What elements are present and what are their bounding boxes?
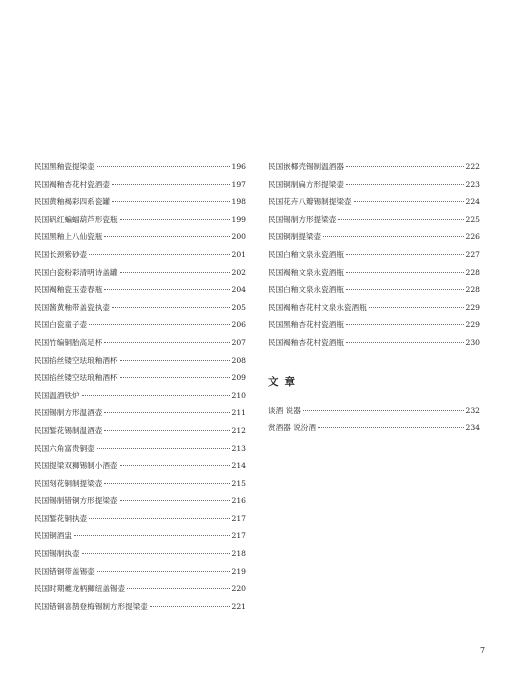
leader-dots	[104, 430, 229, 431]
leader-dots	[346, 289, 464, 290]
leader-dots	[89, 254, 229, 255]
section-heading: 文章	[268, 375, 301, 388]
toc-entry-page: 217	[231, 513, 246, 523]
toc-entry[interactable]	[34, 158, 246, 176]
toc-entry-title: 民国铜酒盅	[34, 531, 72, 541]
toc-entry-title: 民国掐丝镂空珐琅釉酒杯	[34, 355, 118, 365]
leader-dots	[89, 324, 229, 325]
toc-entry-page: 229	[465, 302, 480, 312]
toc-entry[interactable]	[268, 193, 480, 211]
toc-entry-page: 200	[231, 232, 246, 242]
toc-entry-page: 220	[231, 584, 246, 594]
toc-entry-title: 民国黑釉瓷提梁壶	[34, 162, 95, 171]
toc-right-column	[268, 158, 480, 437]
toc-entry-page: 204	[231, 285, 246, 295]
toc-entry-page: 229	[465, 320, 480, 330]
toc-entry[interactable]	[34, 246, 246, 264]
toc-entry[interactable]	[34, 228, 246, 246]
leader-dots	[346, 254, 464, 255]
leader-dots	[346, 324, 464, 325]
toc-entry-page: 210	[231, 390, 246, 400]
leader-dots	[346, 342, 464, 343]
toc-entry-page: 230	[465, 337, 480, 347]
toc-entry-page: 221	[231, 601, 246, 611]
toc-entry-title: 谈酒 说器	[268, 405, 301, 415]
toc-entry-page: 215	[231, 478, 246, 488]
toc-entry-title: 民国时期夔龙柄狮纽盖锡壶	[34, 584, 126, 594]
toc-entry-page: 209	[231, 373, 246, 383]
toc-entry-page: 207	[231, 337, 246, 347]
toc-entry-title: 民国掐丝镂空珐琅釉酒杯	[34, 373, 118, 383]
toc-entry-page: 225	[465, 214, 480, 224]
toc-entry-page: 206	[231, 320, 246, 330]
toc-entry-title: 民国六角富贵铜壶	[34, 443, 95, 453]
toc-entry[interactable]	[34, 527, 246, 545]
toc-entry-page: 205	[231, 302, 246, 312]
toc-entry[interactable]	[268, 228, 480, 246]
toc-entry-page: 212	[231, 425, 246, 435]
toc-entry-title: 民国锡制执壶	[34, 549, 80, 559]
leader-dots	[369, 307, 464, 308]
leader-dots	[97, 448, 230, 449]
toc-entry[interactable]	[34, 580, 246, 598]
toc-entry-page: 201	[231, 249, 246, 259]
leader-dots	[104, 289, 229, 290]
toc-entry-title: 民国褐釉杏花村瓷酒壶	[34, 179, 110, 189]
toc-entry-title: 民国长颈紫砂壶	[34, 249, 88, 259]
toc-entry[interactable]	[34, 510, 246, 528]
toc-entry[interactable]	[268, 402, 480, 420]
leader-dots	[120, 500, 230, 501]
leader-dots	[112, 184, 230, 185]
toc-entry-page: 222	[465, 162, 480, 171]
toc-entry-page: 227	[465, 249, 480, 259]
toc-right-entries	[268, 158, 480, 352]
toc-entry-title: 民国铜制提梁壶	[268, 232, 322, 242]
leader-dots	[318, 427, 464, 428]
toc-entry-page: 198	[231, 197, 246, 207]
toc-entry-page: 234	[465, 423, 480, 433]
toc-entry-title: 民国竹编铜胎高足杯	[34, 337, 103, 347]
toc-entry[interactable]	[268, 158, 480, 176]
toc-entry-title: 民国酱黄釉带盖瓷执壶	[34, 302, 110, 312]
toc-entry[interactable]	[34, 387, 246, 405]
leader-dots	[303, 410, 464, 411]
toc-entry-page: 197	[231, 179, 246, 189]
leader-dots	[354, 201, 464, 202]
toc-entry-page: 232	[465, 405, 480, 415]
leader-dots	[120, 360, 230, 361]
toc-entry[interactable]	[34, 440, 246, 458]
toc-entry-page: 211	[231, 408, 246, 418]
leader-dots	[97, 166, 230, 167]
toc-entry-title: 民国褐釉杏花村文泉永瓷酒瓶	[268, 302, 367, 312]
toc-entry-page: 224	[465, 197, 480, 207]
toc-entry[interactable]	[268, 264, 480, 282]
toc-entry[interactable]	[268, 176, 480, 194]
toc-entry-title: 民国錾花锡制温酒壶	[34, 425, 103, 435]
toc-left-column	[34, 158, 246, 615]
toc-entry-title: 民国错铜喜鹊登梅锡制方形提梁壶	[34, 601, 148, 611]
leader-dots	[112, 201, 230, 202]
toc-entry[interactable]	[34, 422, 246, 440]
toc-entry[interactable]	[34, 545, 246, 563]
leader-dots	[346, 272, 464, 273]
toc-entry-title: 民国白釉文泉永瓷酒瓶	[268, 285, 344, 295]
toc-entry-title: 民国刻花铜制提梁壶	[34, 478, 103, 488]
toc-entry-page: 218	[231, 549, 246, 559]
toc-entry-title: 民国白瓷粉彩清明诗盖罐	[34, 267, 118, 277]
toc-entry-title: 民国褐釉瓷玉壶春瓶	[34, 285, 103, 295]
toc-entry[interactable]	[34, 281, 246, 299]
leader-dots	[89, 518, 229, 519]
toc-entry-title: 民国錾花铜执壶	[34, 513, 88, 523]
leader-dots	[346, 166, 464, 167]
toc-entry-title: 民国黄釉褐彩四系瓷罐	[34, 197, 110, 207]
leader-dots	[74, 535, 230, 536]
leader-dots	[127, 588, 229, 589]
leader-dots	[112, 307, 230, 308]
toc-entry-title: 民国白瓷童子壶	[34, 320, 88, 330]
toc-entry-title: 民国错铜带盖锡壶	[34, 566, 95, 576]
toc-entry-page: 219	[231, 566, 246, 576]
toc-entry[interactable]	[268, 281, 480, 299]
toc-entry[interactable]	[34, 492, 246, 510]
toc-entry-title: 民国温酒铁炉	[34, 390, 80, 400]
toc-entry-title: 民国褐釉文泉永瓷酒瓶	[268, 267, 344, 277]
toc-entry[interactable]	[34, 404, 246, 422]
toc-entry[interactable]	[34, 369, 246, 387]
toc-entry[interactable]	[34, 299, 246, 317]
toc-entry-page: 196	[231, 162, 246, 171]
toc-entry[interactable]	[34, 475, 246, 493]
toc-entry-page: 223	[465, 179, 480, 189]
toc-entry-page: 226	[465, 232, 480, 242]
toc-entry-page: 199	[231, 214, 246, 224]
toc-entry-title: 民国花卉八瓣锡制提梁壶	[268, 197, 352, 207]
toc-entry[interactable]	[34, 352, 246, 370]
toc-entry[interactable]	[268, 211, 480, 229]
toc-entry[interactable]	[268, 316, 480, 334]
toc-entry-title: 民国锡制方形提梁壶	[268, 214, 337, 224]
toc-entry[interactable]	[34, 457, 246, 475]
leader-dots	[346, 184, 464, 185]
leader-dots	[97, 571, 230, 572]
toc-entry[interactable]	[268, 246, 480, 264]
leader-dots	[120, 219, 230, 220]
page-number: 7	[480, 646, 486, 655]
leader-dots	[104, 342, 229, 343]
leader-dots	[120, 465, 230, 466]
leader-dots	[120, 272, 230, 273]
toc-entry[interactable]	[34, 563, 246, 581]
toc-entry-title: 民国锡制方形温酒壶	[34, 408, 103, 418]
toc-entry[interactable]	[34, 334, 246, 352]
toc-entry-title: 民国褐釉杏花村瓷酒瓶	[268, 337, 344, 347]
leader-dots	[104, 483, 229, 484]
toc-entry-title: 民国矾红蝙蝠葫芦形瓷瓶	[34, 214, 118, 224]
toc-entry[interactable]	[34, 316, 246, 334]
toc-entry-page: 217	[231, 531, 246, 541]
toc-entry-page: 213	[231, 443, 246, 453]
toc-entry[interactable]	[34, 598, 246, 616]
leader-dots	[82, 553, 230, 554]
toc-entry-title: 民国提梁双狮锡制小酒壶	[34, 461, 118, 471]
leader-dots	[104, 236, 229, 237]
leader-dots	[120, 377, 230, 378]
toc-entry-page: 228	[465, 267, 480, 277]
toc-entry-page: 216	[231, 496, 246, 506]
toc-entry-title: 民国黑釉上八仙瓷瓶	[34, 232, 103, 242]
toc-entry[interactable]	[268, 334, 480, 352]
toc-entry-title: 民国铜制扁方形提梁壶	[268, 179, 344, 189]
leader-dots	[104, 412, 229, 413]
toc-entry-page: 214	[231, 461, 246, 471]
toc-entry[interactable]	[34, 176, 246, 194]
toc-entry-page: 202	[231, 267, 246, 277]
leader-dots	[323, 236, 463, 237]
toc-entry[interactable]	[34, 193, 246, 211]
toc-entry-page: 228	[465, 285, 480, 295]
toc-entry[interactable]	[268, 419, 480, 437]
toc-entry[interactable]	[268, 299, 480, 317]
leader-dots	[338, 219, 463, 220]
toc-entry-page: 208	[231, 355, 246, 365]
toc-entry-title: 民国锡制错铜方形提梁壶	[34, 496, 118, 506]
toc-entry-title: 民国黑釉杏花村瓷酒瓶	[268, 320, 344, 330]
leader-dots	[82, 395, 230, 396]
toc-section-entries	[268, 402, 480, 437]
toc-entry[interactable]	[34, 211, 246, 229]
leader-dots	[150, 606, 230, 607]
toc-entry-title: 民国嵌椰壳锡制温酒器	[268, 162, 344, 171]
toc-entry-title: 民国白釉文泉永瓷酒瓶	[268, 249, 344, 259]
toc-entry-title: 赏酒器 说汾酒	[268, 423, 316, 433]
toc-entry[interactable]	[34, 264, 246, 282]
